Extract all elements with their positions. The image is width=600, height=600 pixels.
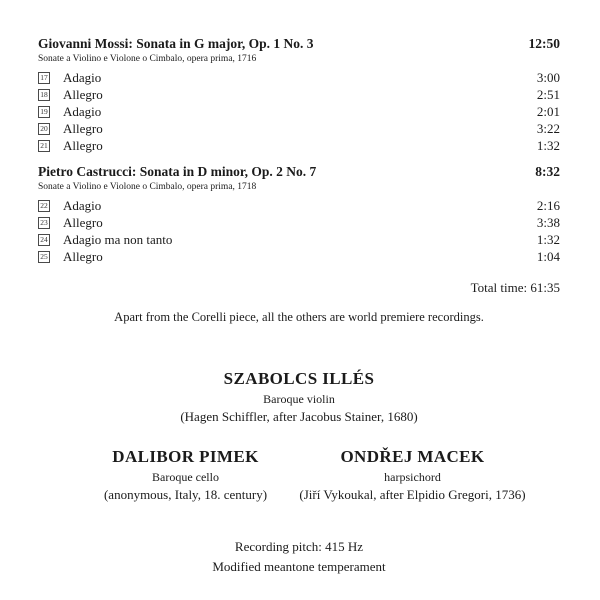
track-title: Adagio	[63, 69, 102, 85]
work-subtitle: Sonate a Violino e Violone o Cimbalo, opera prima, 1716	[38, 54, 257, 64]
track-title: Allegro	[63, 248, 103, 264]
track-duration: 3:38	[536, 214, 560, 230]
track-row	[38, 248, 560, 265]
track-number-badge: 25	[38, 251, 50, 263]
track-title: Allegro	[63, 214, 103, 230]
work-title: Giovanni Mossi: Sonata in G major, Op. 1 No. 3	[38, 36, 314, 51]
work-duration: 12:50	[528, 36, 560, 51]
track-title: Allegro	[63, 120, 103, 136]
work-subtitle: Sonate a Violino e Violone o Cimbalo, opera prima, 1718	[38, 182, 257, 192]
track-duration: 2:01	[536, 103, 560, 119]
track-duration: 2:16	[536, 197, 560, 213]
track-row	[38, 69, 560, 86]
instrument-details: (anonymous, Italy, 18. century)	[103, 487, 268, 502]
instrument-details: (Hagen Schiffler, after Jacobus Stainer, 1680)	[180, 409, 418, 424]
track-row	[38, 86, 560, 103]
performer-columns	[72, 447, 526, 502]
performer-instrument: Baroque violin	[263, 392, 335, 406]
temperament: Modified meantone temperament	[212, 559, 386, 574]
track-duration: 1:32	[536, 231, 560, 247]
track-title: Adagio	[63, 197, 102, 213]
performer-name: DALIBOR PIMEK	[112, 447, 259, 466]
sonata-section-castrucci	[38, 164, 560, 265]
performer-harpsichord	[299, 447, 526, 502]
track-number-badge: 17	[38, 72, 50, 84]
work-header	[38, 164, 560, 179]
sonata-section-mossi	[38, 36, 560, 154]
track-number-badge: 20	[38, 123, 50, 135]
instrument-details: (Jiří Vykoukal, after Elpidio Gregori, 1736)	[299, 487, 526, 502]
track-title: Adagio ma non tanto	[63, 231, 173, 247]
track-duration: 3:22	[536, 120, 560, 136]
total-time: Total time: 61:35	[470, 280, 560, 295]
track-number-badge: 24	[38, 234, 50, 246]
track-title: Allegro	[63, 86, 103, 102]
track-number-badge: 23	[38, 217, 50, 229]
performer-instrument: harpsichord	[384, 470, 441, 484]
track-row	[38, 231, 560, 248]
track-title: Allegro	[63, 137, 103, 153]
work-title: Pietro Castrucci: Sonata in D minor, Op. 2 No. 7	[38, 164, 317, 179]
premiere-note: Apart from the Corelli piece, all the others are world premiere recordings.	[114, 310, 484, 324]
performer-violin	[38, 369, 560, 424]
track-number-badge: 19	[38, 106, 50, 118]
track-row	[38, 120, 560, 137]
track-number-badge: 22	[38, 200, 50, 212]
track-duration: 1:04	[536, 248, 560, 264]
track-title: Adagio	[63, 103, 102, 119]
track-duration: 3:00	[536, 69, 560, 85]
work-duration: 8:32	[535, 164, 560, 179]
track-number-badge: 21	[38, 140, 50, 152]
track-duration: 1:32	[536, 137, 560, 153]
recording-info	[38, 539, 560, 575]
performer-name: ONDŘEJ MACEK	[340, 447, 485, 466]
track-row	[38, 197, 560, 214]
performer-name: SZABOLCS ILLÉS	[223, 369, 375, 388]
performer-instrument: Baroque cello	[152, 470, 219, 484]
track-row	[38, 103, 560, 120]
work-header	[38, 36, 560, 51]
track-row	[38, 137, 560, 154]
performer-cello	[72, 447, 299, 502]
track-duration: 2:51	[536, 86, 560, 102]
recording-pitch: Recording pitch: 415 Hz	[234, 539, 364, 554]
track-row	[38, 214, 560, 231]
track-number-badge: 18	[38, 89, 50, 101]
